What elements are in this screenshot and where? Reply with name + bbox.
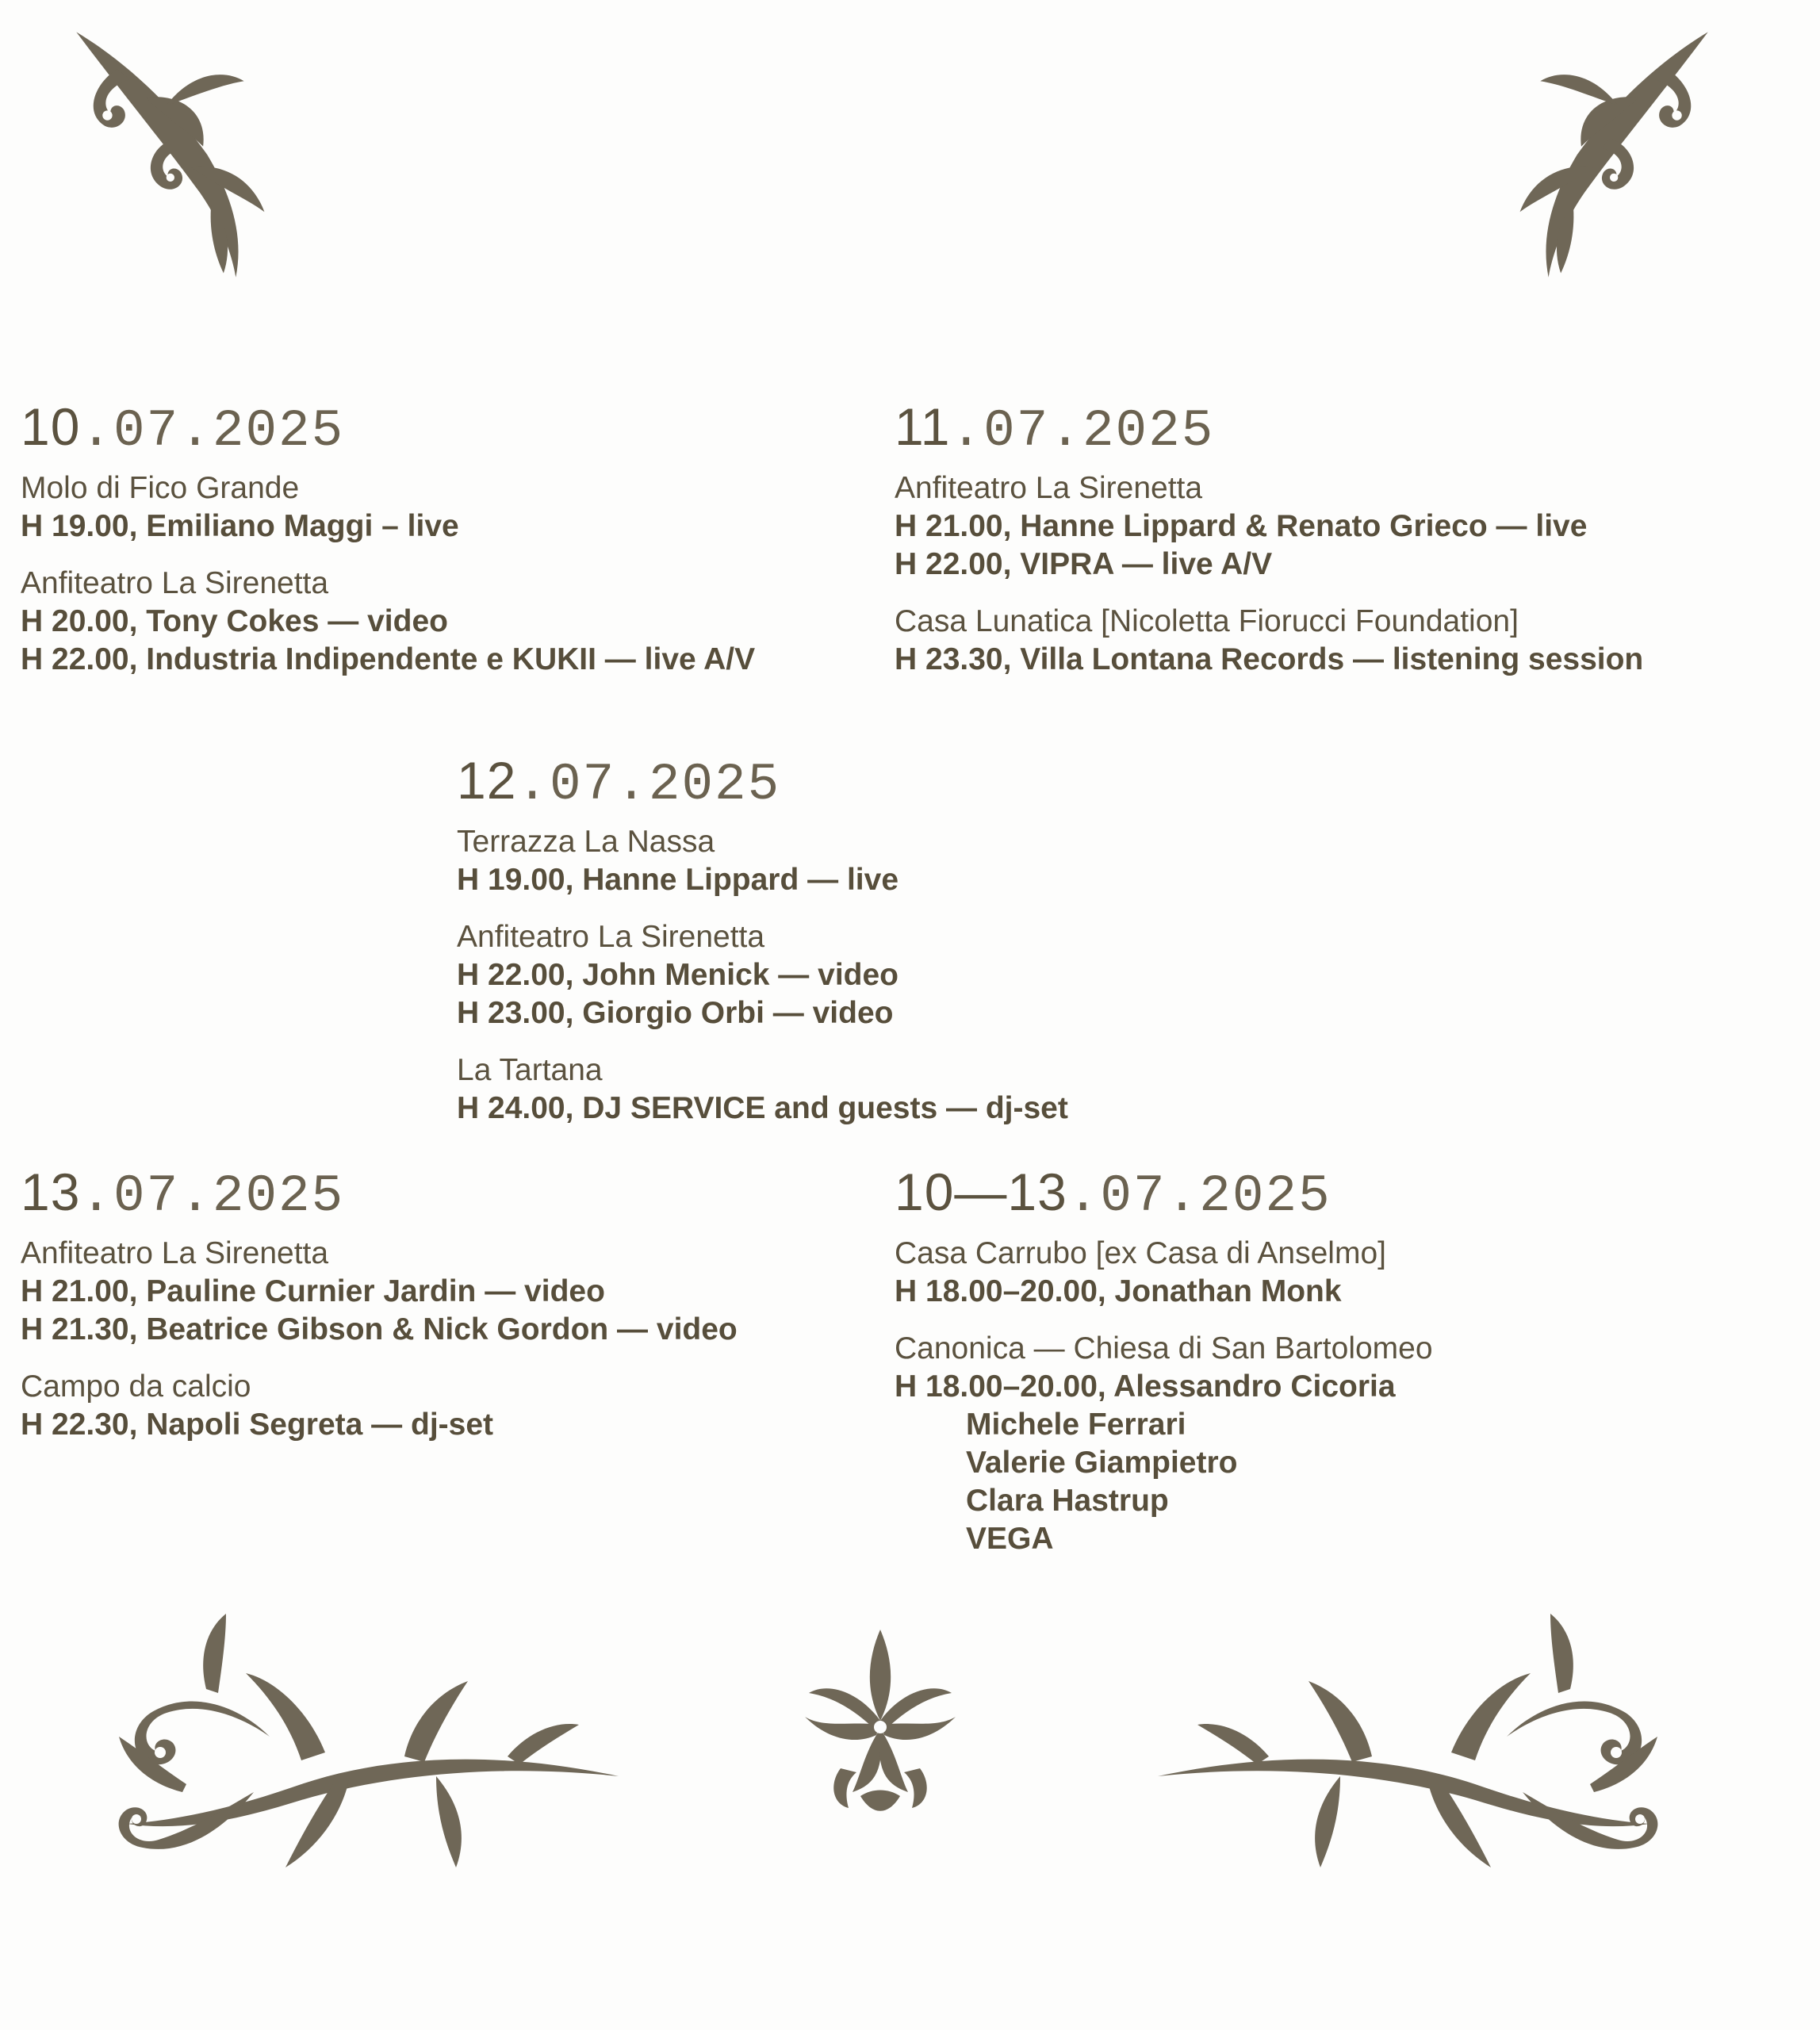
day-block-11 [895,395,1643,679]
event-line: H 23.00, Giorgio Orbi — video [457,996,894,1030]
venue-label: Canonica — Chiesa di San Bartolomeo [895,1331,1433,1365]
event-line: H 21.00, Hanne Lippard & Renato Grieco — live [895,509,1588,543]
flourish-bottom-left-icon [63,1594,634,1887]
venue-label: Casa Lunatica [Nicoletta Fiorucci Foundation] [895,604,1519,638]
flourish-bottom-right-icon [1142,1594,1713,1887]
day-block-10 [21,395,755,679]
date-heading: 11.07.2025 [895,397,1215,461]
day-block-13 [21,1160,738,1444]
event-line: H 18.00–20.00, Jonathan Monk [895,1274,1342,1308]
event-line: H 22.30, Napoli Segreta — dj-set [21,1408,494,1442]
flourish-top-right-icon [1491,24,1729,285]
venue-label: Molo di Fico Grande [21,471,300,505]
venue-label: Anfiteatro La Sirenetta [457,920,765,954]
venue-label: Campo da calcio [21,1369,251,1404]
artist-line: Valerie Giampietro [966,1446,1238,1480]
event-line: H 20.00, Tony Cokes — video [21,604,448,638]
event-line: H 22.00, VIPRA — live A/V [895,547,1273,581]
event-line: H 19.00, Hanne Lippard — live [457,863,899,897]
artist-line: Clara Hastrup [966,1484,1169,1518]
event-line: H 19.00, Emiliano Maggi – live [21,509,459,543]
venue-label: Casa Carrubo [ex Casa di Anselmo] [895,1236,1386,1270]
fleur-center-icon [797,1626,964,1824]
date-heading: 10—13.07.2025 [895,1162,1331,1226]
artist-line: Michele Ferrari [966,1408,1186,1442]
venue-label: Terrazza La Nassa [457,825,715,859]
event-line: H 22.00, Industria Indipendente e KUKII — live A/V [21,642,756,676]
venue-label: La Tartana [457,1053,603,1087]
event-line: H 21.30, Beatrice Gibson & Nick Gordon — video [21,1312,738,1346]
venue-label: Anfiteatro La Sirenetta [895,471,1203,505]
day-block-12 [457,749,1068,1128]
artist-line: VEGA [966,1522,1054,1556]
event-line: H 21.00, Pauline Curnier Jardin — video [21,1274,605,1308]
event-line: H 24.00, DJ SERVICE and guests — dj-set [457,1091,1068,1125]
event-line: H 23.30, Villa Lontana Records — listening session [895,642,1644,676]
flourish-top-left-icon [56,24,293,285]
venue-label: Anfiteatro La Sirenetta [21,1236,329,1270]
day-block-10-13 [895,1160,1433,1558]
date-heading: 12.07.2025 [457,751,781,814]
event-line: H 22.00, John Menick — video [457,958,899,992]
venue-label: Anfiteatro La Sirenetta [21,566,329,600]
event-line: H 18.00–20.00, Alessandro Cicoria [895,1369,1396,1404]
date-heading: 10.07.2025 [21,397,345,461]
date-heading: 13.07.2025 [21,1162,345,1226]
